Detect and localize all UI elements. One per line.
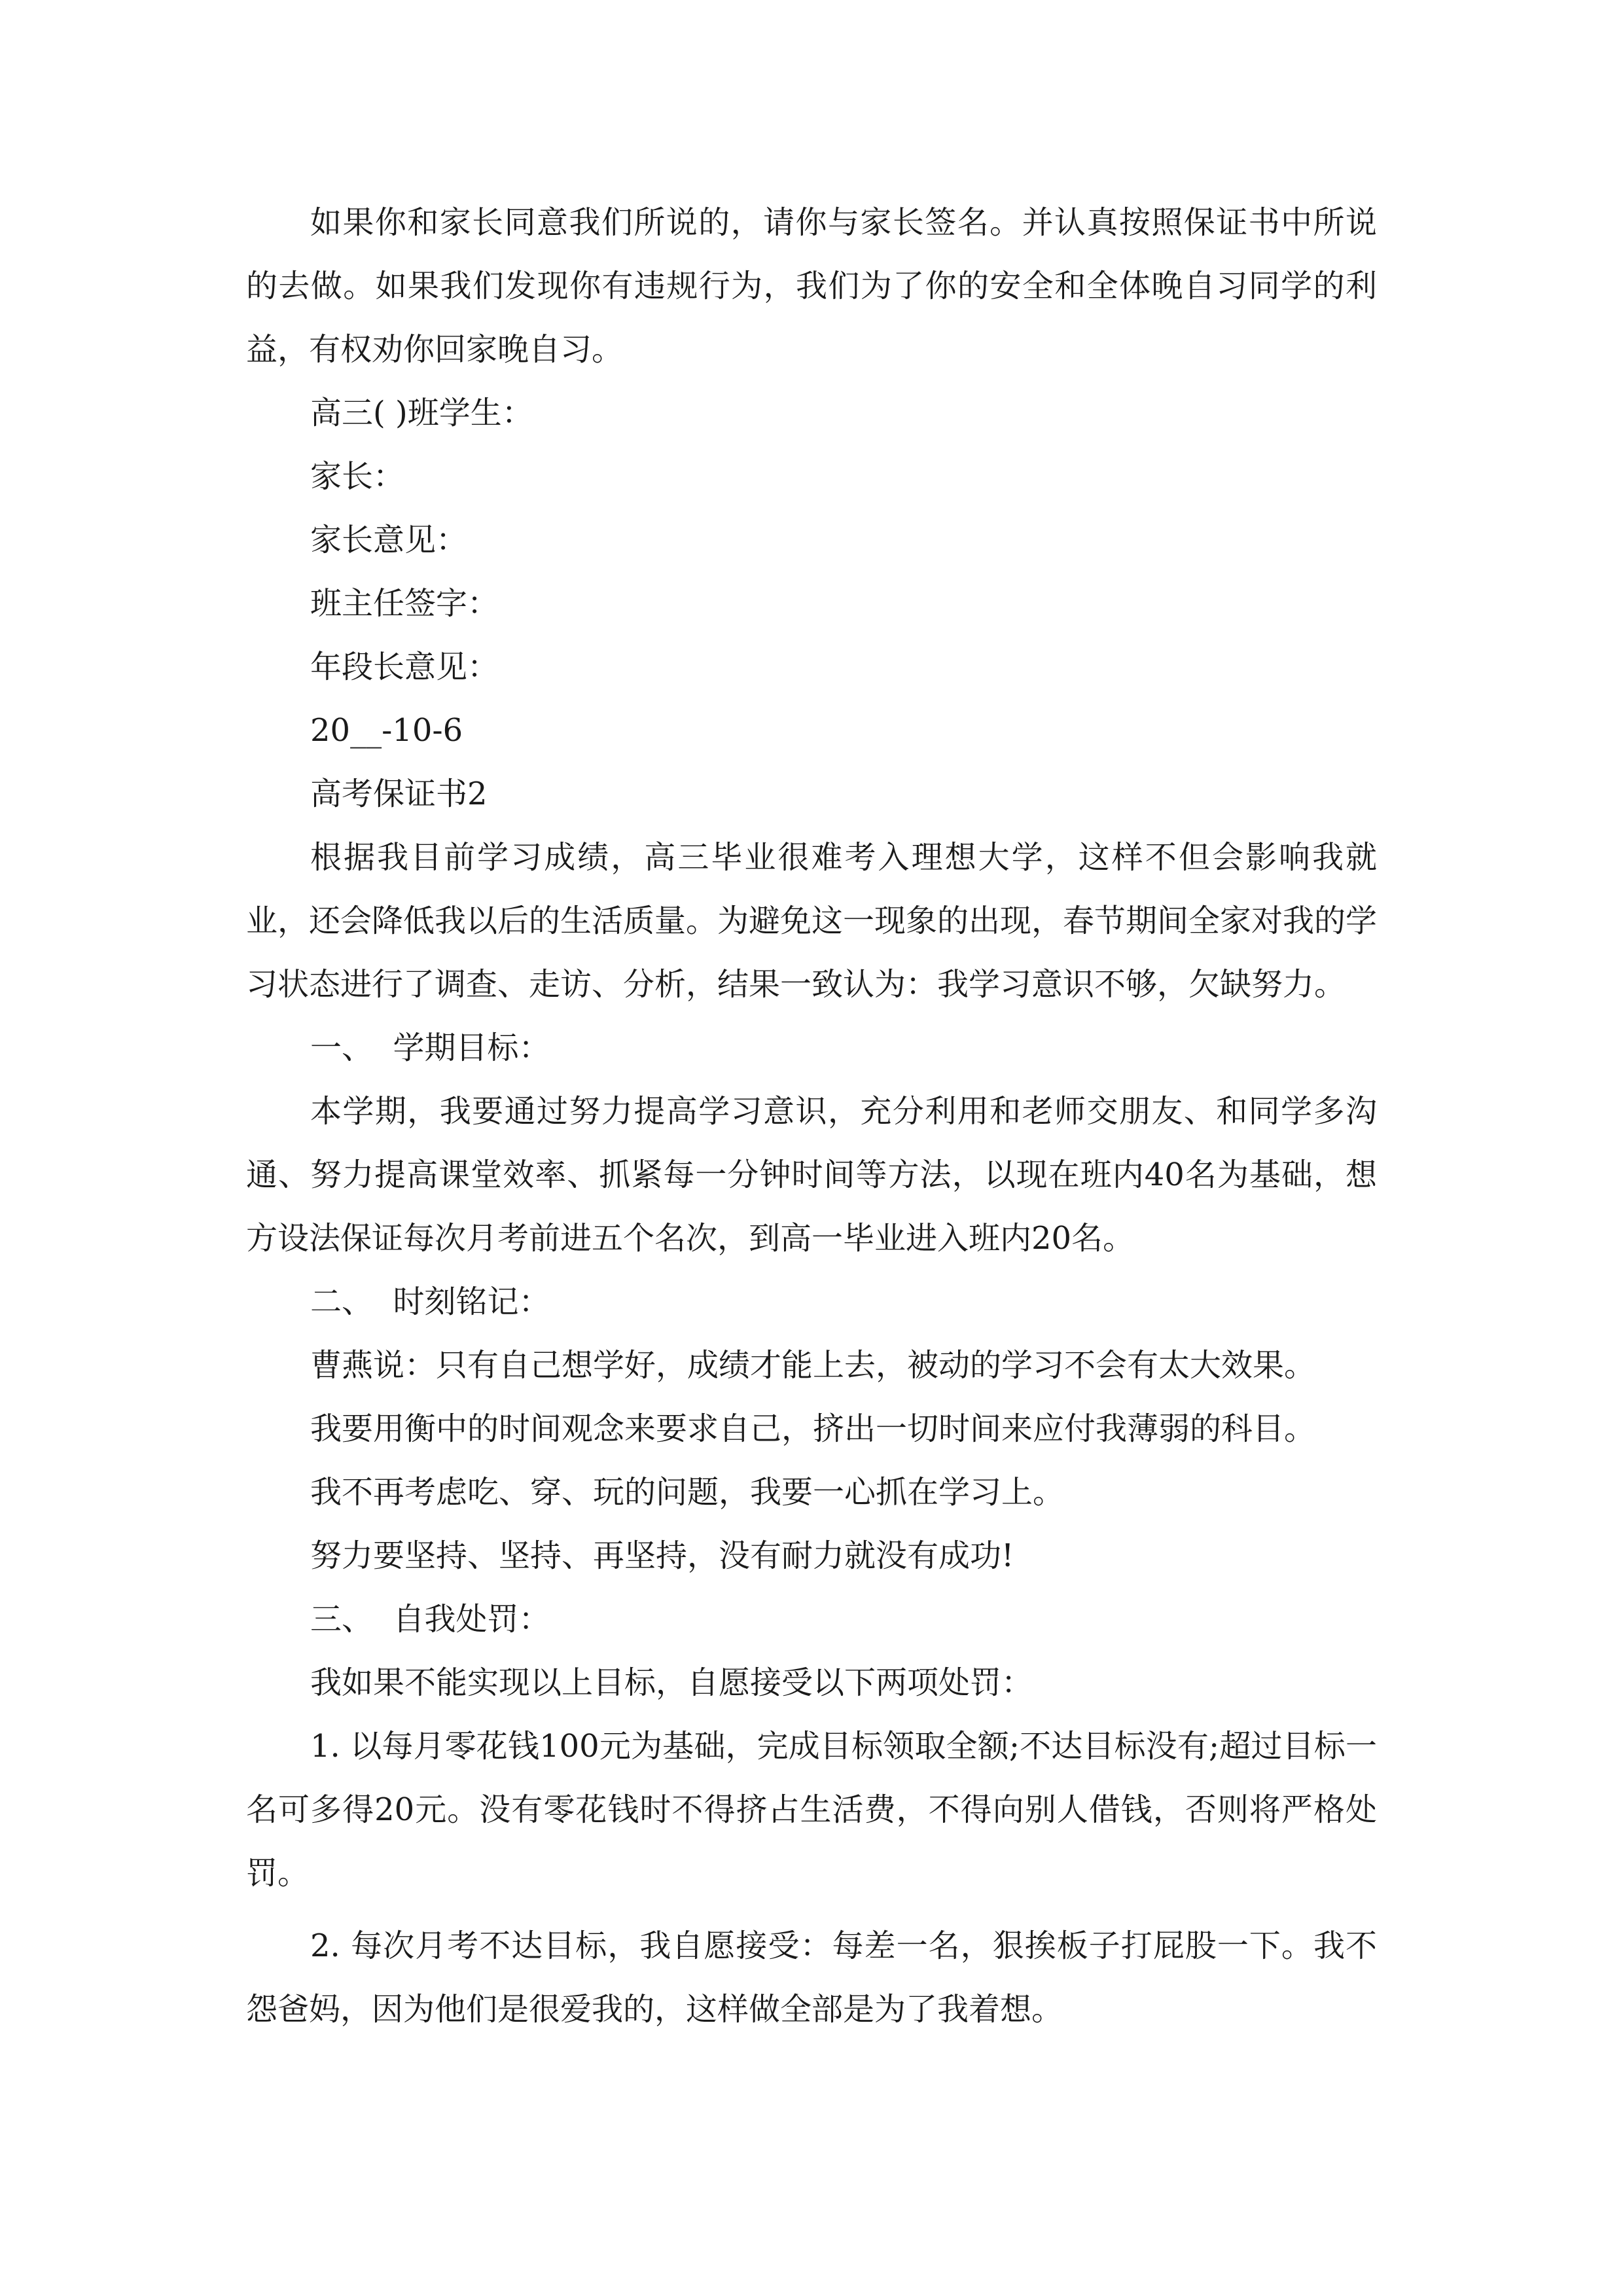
punishment-item-2: 2. 每次月考不达目标，我自愿接受：每差一名，狠挨板子打屁股一下。我不怨爸妈，因为他们是很爱我的，这样做全部是为了我着想。 — [246, 1928, 1377, 2028]
remember-item: 曹燕说：只有自己想学好，成绩才能上去，被动的学习不会有太大效果。 — [310, 1347, 1316, 1384]
punishment-intro: 我如果不能实现以上目标，自愿接受以下两项处罚： — [310, 1664, 1033, 1701]
parent-opinion-line: 家长意见： — [310, 522, 468, 558]
section-title: 高考保证书2 — [310, 776, 488, 812]
heading-semester-goal: 一、 学期目标： — [310, 1030, 550, 1066]
heading-remember: 二、 时刻铭记： — [310, 1283, 550, 1320]
heading-self-punishment: 三、 自我处罚： — [310, 1601, 550, 1638]
remember-item: 努力要坚持、坚持、再坚持，没有耐力就没有成功! — [310, 1537, 1014, 1574]
date-line: 20__-10-6 — [310, 712, 463, 749]
student-signature-line: 高三( )班学生： — [310, 395, 533, 431]
remember-item: 我要用衡中的时间观念来要求自己，挤出一切时间来应付我薄弱的科目。 — [310, 1410, 1316, 1447]
semester-goal-paragraph: 本学期，我要通过努力提高学习意识，充分利用和老师交朋友、和同学多沟通、努力提高课堂效率、抓紧每一分钟时间等方法，以现在班内40名为基础，想方设法保证每次月考前进五个名次，到高一毕业进入班内20名。 — [246, 1093, 1377, 1257]
grade-head-opinion-line: 年段长意见： — [310, 649, 499, 685]
document-body — [246, 191, 1377, 2041]
background-paragraph: 根据我目前学习成绩，高三毕业很难考入理想大学，这样不但会影响我就业，还会降低我以后的生活质量。为避免这一现象的出现，春节期间全家对我的学习状态进行了调查、走访、分析，结果一致认为：我学习意识不够，欠缺努力。 — [246, 839, 1378, 1003]
parent-signature-line: 家长： — [310, 458, 405, 495]
remember-item: 我不再考虑吃、穿、玩的问题，我要一心抓在学习上。 — [310, 1474, 1065, 1511]
punishment-item-1: 1. 以每月零花钱100元为基础，完成目标领取全额;不达目标没有;超过目标一名可多得20元。没有零花钱时不得挤占生活费，不得向别人借钱，否则将严格处罚。 — [246, 1728, 1377, 1892]
intro-paragraph: 如果你和家长同意我们所说的，请你与家长签名。并认真按照保证书中所说的去做。如果我们发现你有违规行为，我们为了你的安全和全体晚自习同学的利益，有权劝你回家晚自习。 — [246, 204, 1377, 368]
teacher-signature-line: 班主任签字： — [310, 585, 499, 622]
